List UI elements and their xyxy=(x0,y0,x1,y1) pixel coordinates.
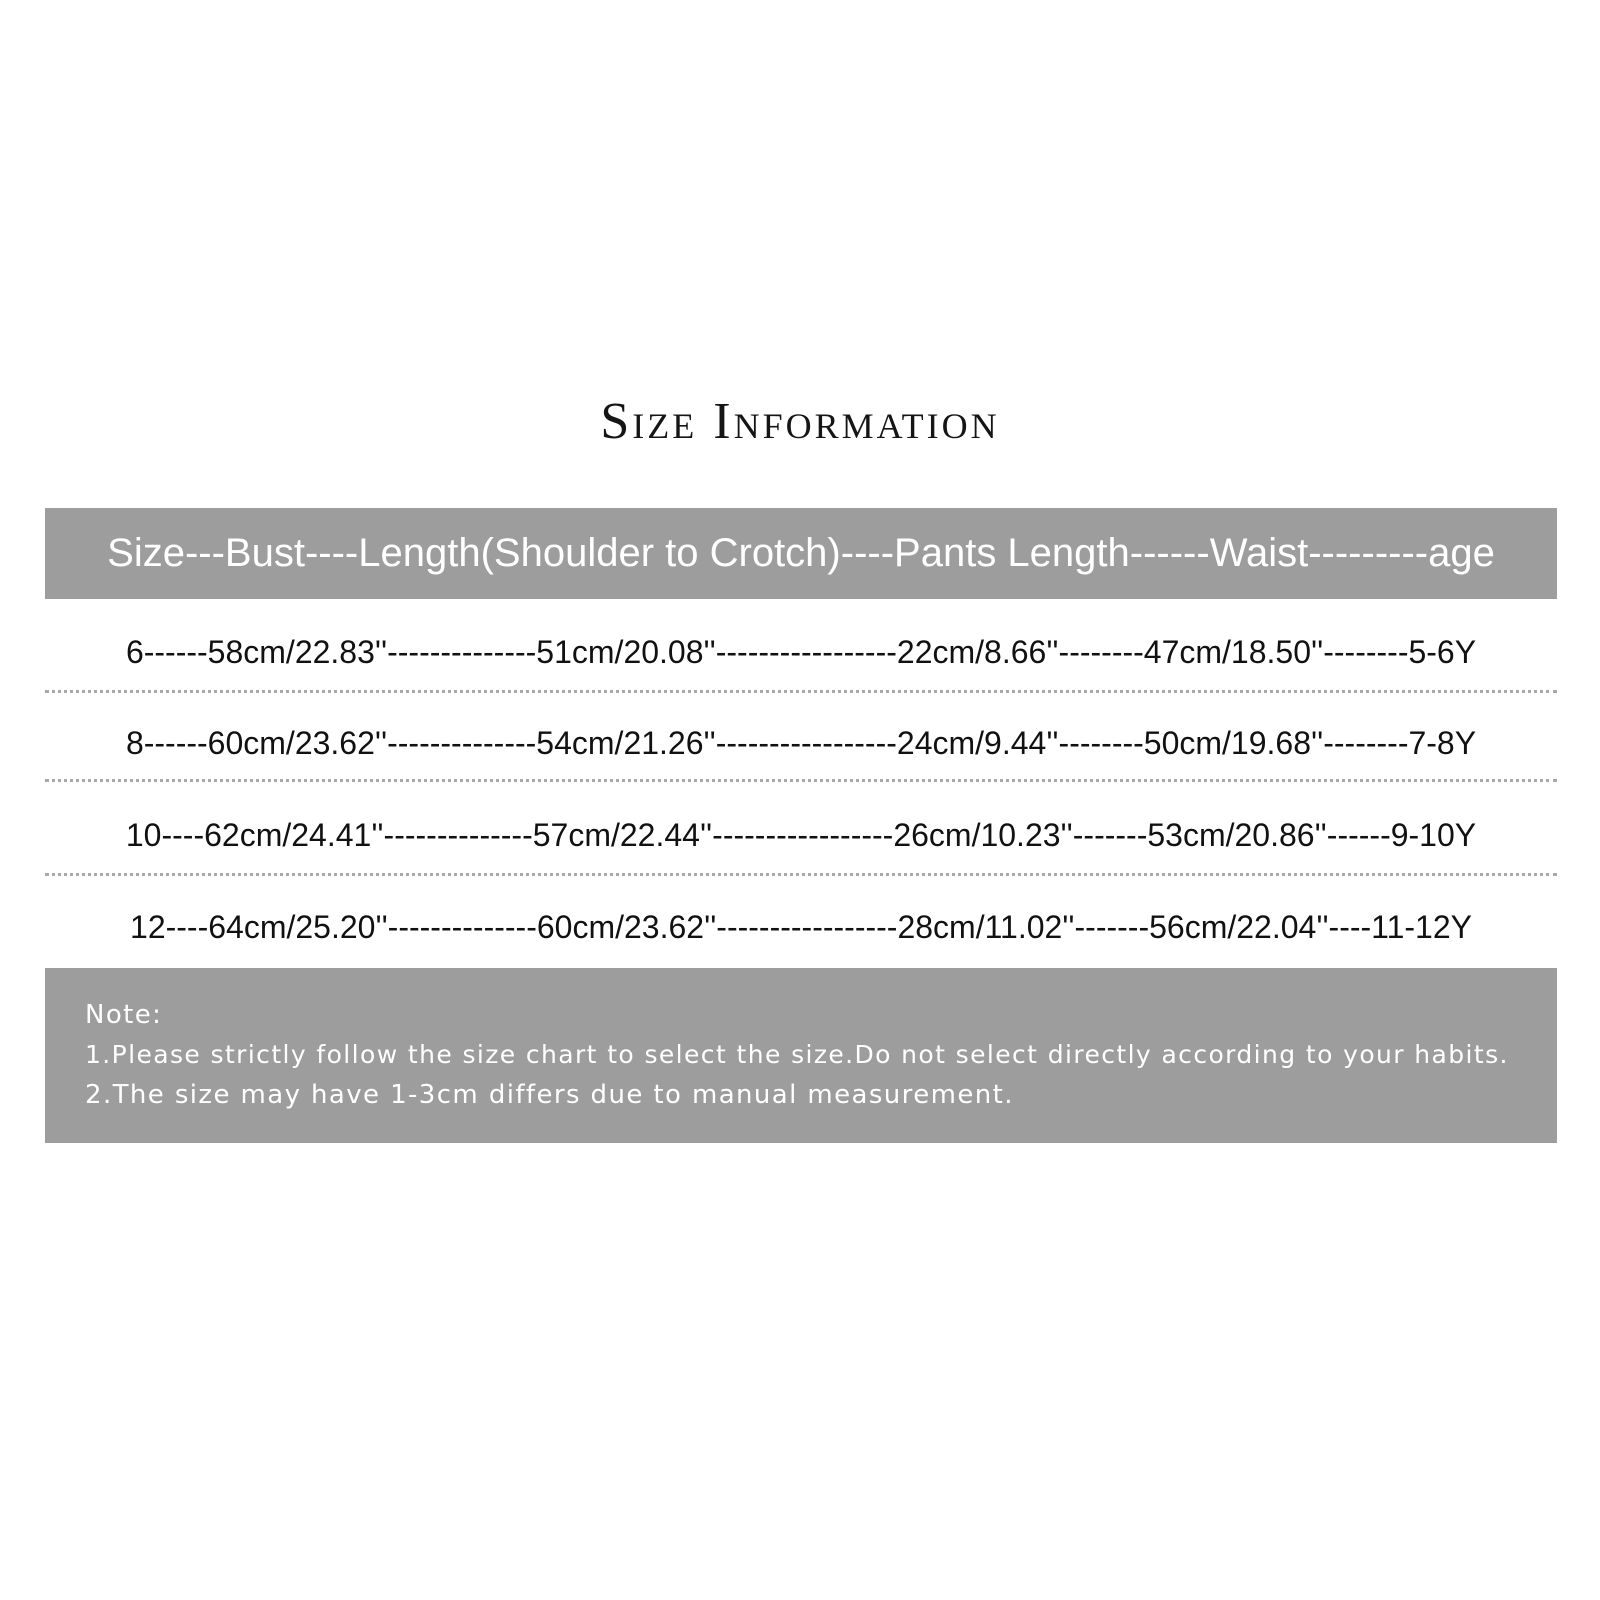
note-line-2: 2.The size may have 1-3cm differs due to manual measurement. xyxy=(85,1080,1014,1110)
row-divider xyxy=(45,779,1557,782)
size-row-10: 10----62cm/24.41''--------------57cm/22.44''-----------------26cm/10.23''-------53cm/20.86''------9-10Y xyxy=(125,817,1477,853)
note-heading: Note: xyxy=(85,1000,163,1030)
page-title: Size Information xyxy=(600,393,1000,450)
row-divider xyxy=(45,873,1557,876)
row-divider xyxy=(45,690,1557,693)
size-row-6: 6------58cm/22.83''--------------51cm/20.08''-----------------22cm/8.66''--------47cm/18.50''--------5-6Y xyxy=(125,634,1477,670)
note-box xyxy=(45,968,1557,1143)
size-row-8: 8------60cm/23.62''--------------54cm/21.26''-----------------24cm/9.44''--------50cm/19.68''--------7-8Y xyxy=(125,725,1477,761)
size-row-12: 12----64cm/25.20''--------------60cm/23.62''-----------------28cm/11.02''-------56cm/22.04''----11-12Y xyxy=(130,909,1472,945)
note-line-1: 1.Please strictly follow the size chart to select the size.Do not select directly according to your habits. xyxy=(85,1040,1509,1069)
size-table-header: Size---Bust----Length(Shoulder to Crotch)----Pants Length------Waist---------age xyxy=(45,508,1557,599)
